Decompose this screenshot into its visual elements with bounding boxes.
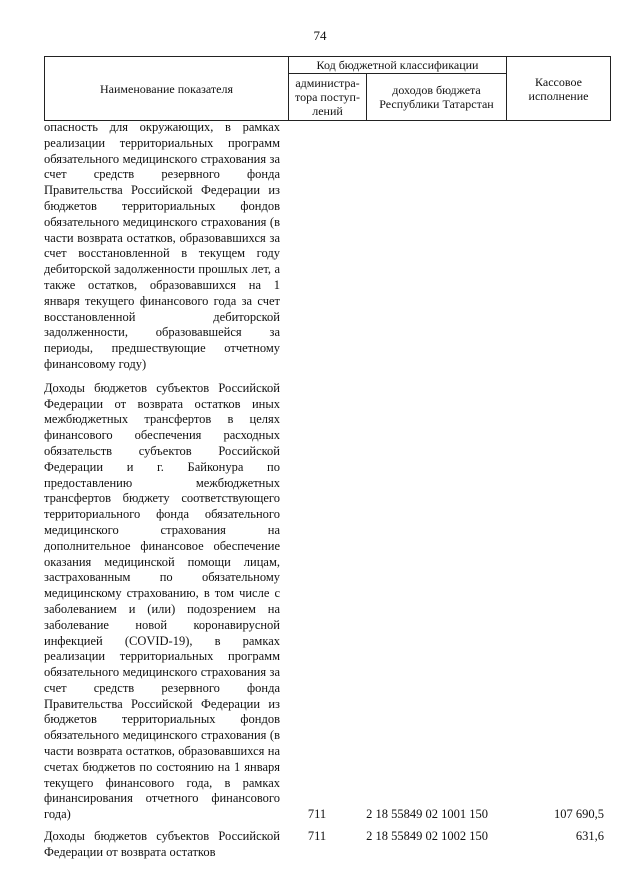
row-budget-code: 2 18 55849 02 1001 150 bbox=[366, 807, 488, 822]
row-name: Доходы бюджетов субъектов Российской Федерации от возврата остатков bbox=[44, 829, 280, 859]
page-number: 74 bbox=[313, 28, 327, 43]
table-header bbox=[44, 56, 611, 121]
table-row bbox=[44, 381, 610, 823]
row-admin-code: 711 bbox=[307, 807, 327, 822]
row-admin-code bbox=[280, 120, 354, 373]
row-amount bbox=[500, 120, 610, 373]
header-admin-column: администра-тора поступ-лений bbox=[289, 74, 367, 121]
header-classification-group: Код бюджетной классификации bbox=[289, 57, 507, 74]
row-amount: 107 690,5 bbox=[554, 807, 604, 822]
row-budget-code: 2 18 55849 02 1002 150 bbox=[366, 829, 488, 844]
header-code-column: доходов бюджета Республики Татарстан bbox=[367, 74, 507, 121]
header-amount-column: Кассовое исполнение bbox=[507, 57, 611, 121]
row-admin-code: 711 bbox=[307, 829, 327, 844]
row-name: Доходы бюджетов субъектов Российской Федерации от возврата остатков иных межбюджетных трансфертов в целях финансового обеспечения расходных обязательств субъектов Российской Федерации и г. Байконура по предоставлению межбюджетных трансфертов бюджету соответствующего территориального фонда обязательного медицинского страхования на дополнительное финансовое обеспечение оказания медицинской помощи лицам, застрахованным по обязательному медицинскому страхованию, в том числе с заболеванием и (или) подозрением на заболевание новой коронавирусной инфекцией (COVID-19), в рамках реализации территориальных программ обязательного медицинского страхования за счет средств резервного фонда Правительства Российской Федерации из бюджетов территориальных фондов обязательного медицинского страхования (в части возврата остатков, образовавшихся на счетах бюджетов по состоянию на 1 января текущего финансового года, в рамках финансирования отчетного финансового года) bbox=[44, 380, 280, 822]
row-amount: 631,6 bbox=[575, 829, 604, 844]
table-body bbox=[44, 120, 610, 861]
row-name: опасность для окружающих, в рамках реализации территориальных программ обязательного медицинского страхования за счет средств резервного фонда Правительства Российской Федерации из бюджетов территориальных фондов обязательного медицинского страхования (в части возврата остатков, образовавшихся за счет восстановленной в текущем году дебиторской задолженности прошлых лет, а также остатков, образовавшихся на 1 января текущего финансового года за счет восстановленной дебиторской задолженности, образовавшейся за периоды, предшествующие отчетному финансовому году) bbox=[44, 120, 280, 371]
table-row bbox=[44, 120, 610, 373]
header-name-column: Наименование показателя bbox=[45, 57, 289, 121]
table-row bbox=[44, 829, 610, 861]
row-budget-code bbox=[354, 120, 500, 373]
